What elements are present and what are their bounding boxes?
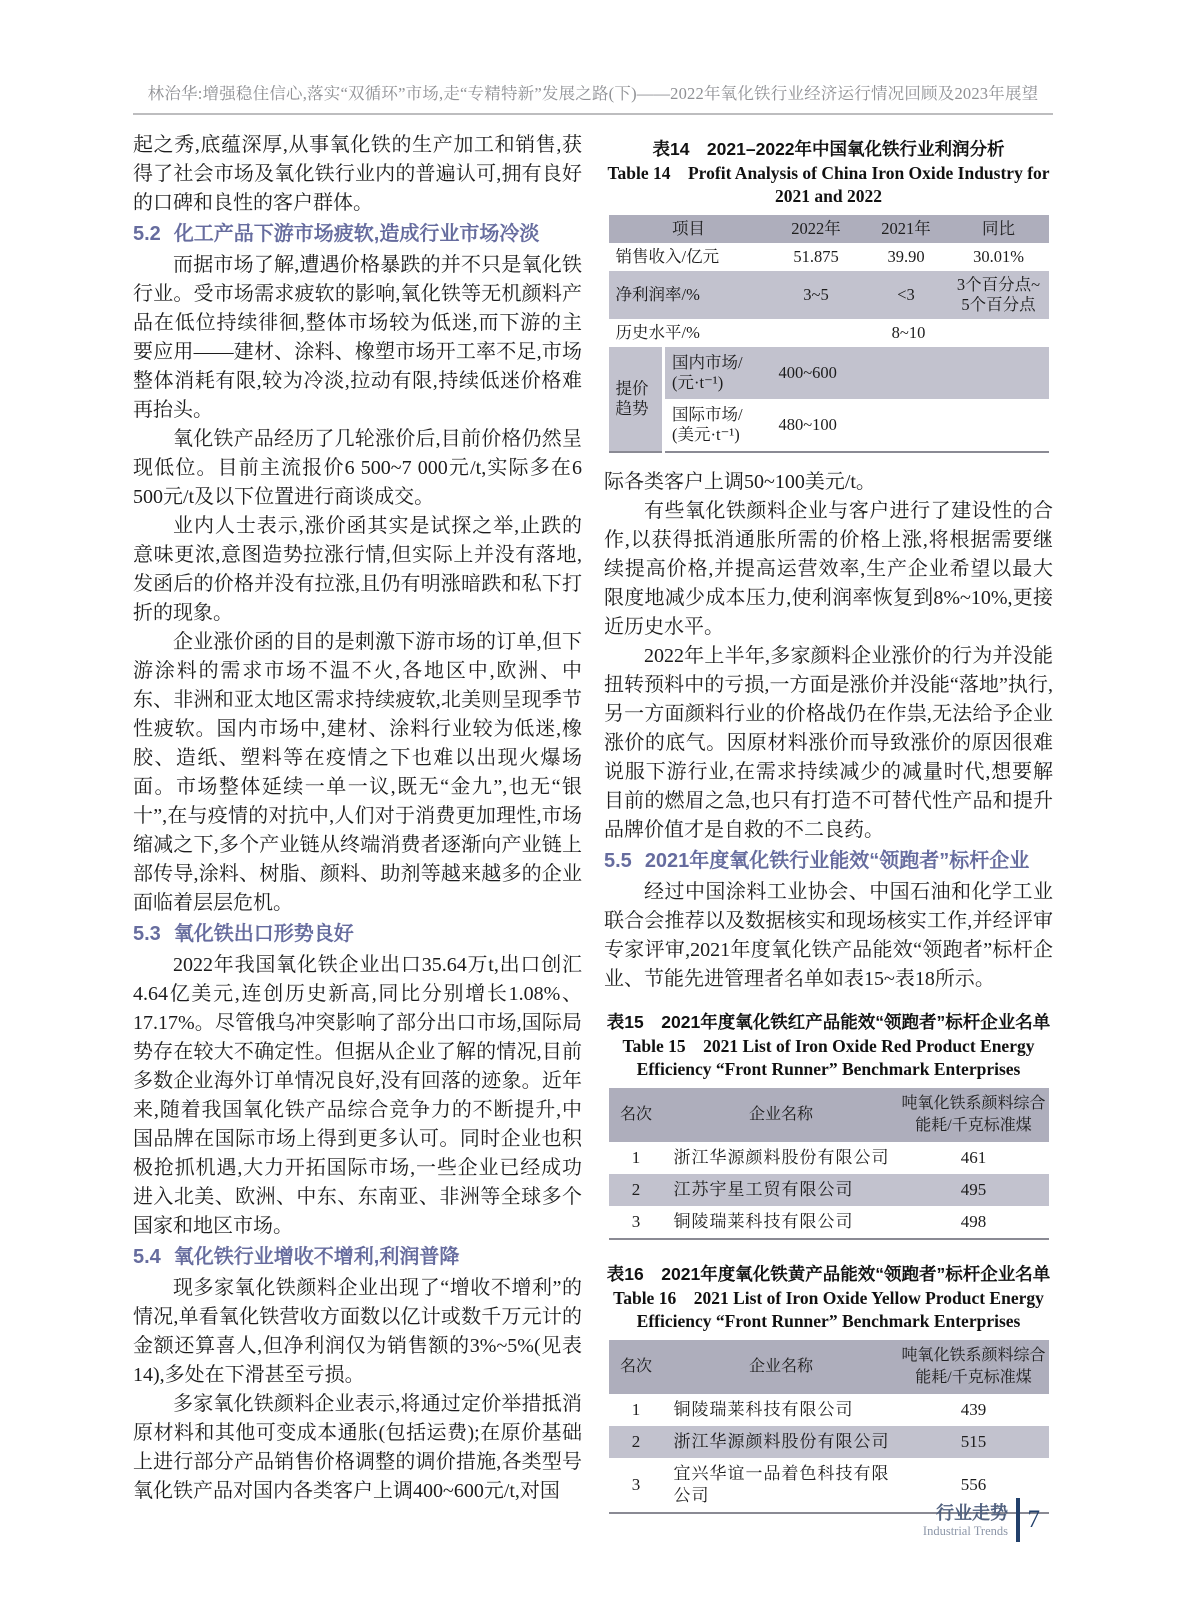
t15-r3-rank: 3 <box>631 1212 641 1231</box>
para-left-1: 起之秀,底蕴深厚,从事氧化铁的生产加工和销售,获得了社会市场及氧化铁行业内的普遍认可,拥有良好的口碑和良性的客户群体。 <box>133 134 582 214</box>
t14-intl-value: 480~100 <box>778 415 837 434</box>
t14-row-sales <box>609 243 1049 271</box>
t14-domestic-label-line2: (元·t⁻¹) <box>672 373 724 392</box>
t16-r1-rank: 1 <box>631 1400 641 1419</box>
t14-col-item: 项目 <box>609 215 769 243</box>
t14-margin-label: 净利润率/% <box>609 271 769 319</box>
t14-sales-yoy: 30.01% <box>973 247 1024 266</box>
t14-sales-2022: 51.875 <box>793 247 839 266</box>
section-number: 5.4 <box>133 1246 161 1268</box>
t16-r1-company: 铜陵瑞莱科技有限公司 <box>673 1400 854 1419</box>
para-right-4: 经过中国涂料工业协会、中国石油和化学工业联合会推荐以及数据核实和现场核实工作,并经评审专家评审,2021年度氧化铁产品能效“领跑者”标杆企业、节能先进管理者名单如表15~表18所示。 <box>604 881 1053 990</box>
right-column <box>604 131 1053 1514</box>
section-heading-5-4 <box>133 1242 582 1273</box>
section-title: 氧化铁出口形势良好 <box>173 923 354 945</box>
left-column <box>133 131 582 1514</box>
t15-r1-company: 浙江华源颜料股份有限公司 <box>673 1148 890 1167</box>
t14-history-label: 历史水平/% <box>615 323 700 342</box>
para-left-5: 企业涨价函的目的是刺激下游市场的订单,但下游涂料的需求市场不温不火,各地区中,欧洲、中东、非洲和亚太地区需求持续疲软,北美则呈现季节性疲软。国内市场中,建材、涂料行业较为低迷,橡胶、造纸、塑料等在疫情之下也难以出现火爆场面。市场整体延续一单一议,既无“金九”,也无“银十”,在与疫情的对抗中,人们对于消费更加理性,市场缩减之下,多个产业链从终端消费者逐渐向产业链上部传导,涂料、树脂、颜料、助剂等越来越多的企业面临着层层危机。 <box>133 631 582 914</box>
section-number: 5.2 <box>133 223 161 245</box>
para-left-6: 2022年我国氧化铁企业出口35.64万t,出口创汇4.64亿美元,连创历史新高,同比分别增长1.08%、17.17%。尽管俄乌冲突影响了部分出口市场,国际局势存在较大不确定性。但据从企业了解的情况,目前多数企业海外订单情况良好,没有回落的迹象。近年来,随着我国氧化铁产品综合竞争力的不断提升,中国品牌在国际市场上得到更多认可。同时企业也积极抢抓机遇,大力开拓国际市场,一些企业已经成功进入北美、欧洲、中东、东南亚、非洲等全球多个国家和地区市场。 <box>133 954 582 1237</box>
two-column-body <box>133 131 1053 1514</box>
table-row <box>609 1174 1049 1206</box>
table14-title-en-line2: 2021 and 2022 <box>775 186 882 206</box>
table-row <box>609 1206 1049 1239</box>
table16-title-cn: 表16 2021年度氧化铁黄产品能效“领跑者”标杆企业名单 <box>606 1264 1051 1284</box>
t15-r3-company: 铜陵瑞莱科技有限公司 <box>673 1212 854 1231</box>
t16-col-energy-line2: 能耗/千克标准煤 <box>915 1369 1032 1386</box>
table15-block <box>604 1010 1053 1240</box>
table14-title-cn: 表14 2021–2022年中国氧化铁行业利润分析 <box>652 139 1005 159</box>
table14-title-en <box>604 162 1053 208</box>
table-row <box>609 1142 1049 1174</box>
t16-header-row <box>609 1340 1049 1394</box>
table15-title-cn: 表15 2021年度氧化铁红产品能效“领跑者”标杆企业名单 <box>606 1012 1051 1032</box>
t14-sales-label: 销售收入/亿元 <box>615 247 720 266</box>
para-left-3: 氧化铁产品经历了几轮涨价后,目前价格仍然呈现低位。目前主流报价6 500~7 000元/t,实际多在6 500元/t及以下位置进行商谈成交。 <box>133 428 582 508</box>
para-left-8: 多家氧化铁颜料企业表示,将通过定价举措抵消原材料和其他可变成本通胀(包括运费);在原价基础上进行部分产品销售价格调整的调价措施,各类型号氧化铁产品对国内各类客户上调400~600元/t,对国 <box>133 1393 582 1502</box>
t16-r2-energy: 515 <box>899 1426 1049 1458</box>
table15-title-en <box>604 1035 1053 1081</box>
table14-title-en-line1: Table 14 Profit Analysis of China Iron Oxide Industry for <box>607 163 1050 183</box>
section-heading-5-2 <box>133 219 582 250</box>
t14-row-history <box>609 319 1049 347</box>
t14-row-margin <box>609 271 1049 319</box>
t15-col-energy-line1: 吨氧化铁系颜料综合 <box>901 1095 1046 1112</box>
t15-header-row <box>609 1088 1049 1142</box>
t15-col-energy <box>899 1088 1049 1142</box>
footer-divider-bar <box>1016 1498 1020 1542</box>
table14-block <box>604 137 1053 453</box>
t14-col-2021: 2021年 <box>864 215 949 243</box>
t14-domestic-value: 400~600 <box>769 347 1049 399</box>
para-right-2: 有些氧化铁颜料企业与客户进行了建设性的合作,以获得抵消通胀所需的价格上涨,将根据需要继续提高价格,并提高运营效率,生产企业希望以最大限度地减少成本压力,使利润率恢复到8%~10%,更接近历史水平。 <box>604 500 1053 638</box>
table16-title-en-line2: Efficiency “Front Runner” Benchmark Enterprises <box>636 1311 1021 1331</box>
t14-domestic-label <box>664 347 769 399</box>
section-number: 5.5 <box>604 850 632 872</box>
t14-trend-label <box>609 347 664 452</box>
t16-r2-company: 浙江华源颜料股份有限公司 <box>664 1426 899 1458</box>
running-header-title: 林治华:增强稳住信心,落实“双循环”市场,走“专精特新”发展之路(下)——2022年氧化铁行业经济运行情况回顾及2023年展望 <box>147 84 1039 103</box>
t14-intl-label-line1: 国际市场/ <box>672 405 743 424</box>
profit-analysis-table <box>609 215 1049 453</box>
t14-margin-yoy <box>949 271 1049 319</box>
t14-margin-yoy-line1: 3个百分点~ <box>956 275 1041 294</box>
t16-col-energy <box>899 1340 1049 1394</box>
page-number: 7 <box>1027 1506 1040 1533</box>
table15-title-en-line1: Table 15 2021 List of Iron Oxide Red Product Energy <box>622 1036 1035 1056</box>
iron-oxide-yellow-table <box>609 1340 1049 1514</box>
iron-oxide-red-table <box>609 1088 1049 1240</box>
t15-r3-energy: 498 <box>960 1212 987 1231</box>
t14-col-2022: 2022年 <box>769 215 864 243</box>
table16-title-en <box>604 1287 1053 1333</box>
table16-block <box>604 1262 1053 1514</box>
t14-margin-2021: <3 <box>864 271 949 319</box>
t16-r2-rank: 2 <box>609 1426 664 1458</box>
section-title: 氧化铁行业增收不增利,利润普降 <box>173 1246 460 1268</box>
table-row <box>609 1426 1049 1458</box>
t14-trend-label-line1: 提价 <box>615 379 649 398</box>
t16-r3-company: 宜兴华谊一品着色科技有限公司 <box>673 1464 890 1505</box>
t14-row-trend-intl <box>609 399 1049 452</box>
t15-r1-energy: 461 <box>960 1148 987 1167</box>
t14-sales-2021: 39.90 <box>887 247 925 266</box>
t15-r1-rank: 1 <box>631 1148 641 1167</box>
t14-margin-2022: 3~5 <box>769 271 864 319</box>
t15-col-energy-line2: 能耗/千克标准煤 <box>915 1117 1032 1134</box>
t16-r3-rank: 3 <box>631 1475 641 1494</box>
t14-row-trend-domestic <box>609 347 1049 399</box>
footer-section <box>923 1503 1008 1538</box>
t15-r2-company: 江苏宇星工贸有限公司 <box>664 1174 899 1206</box>
section-title: 化工产品下游市场疲软,造成行业市场冷淡 <box>173 223 540 245</box>
t15-col-rank: 名次 <box>609 1088 664 1142</box>
t14-domestic-label-line1: 国内市场/ <box>672 353 743 372</box>
section-title: 2021年度氧化铁行业能效“领跑者”标杆企业 <box>644 850 1030 872</box>
t14-intl-label <box>664 399 769 452</box>
para-right-1: 际各类客户上调50~100美元/t。 <box>604 471 876 493</box>
t16-col-energy-line1: 吨氧化铁系颜料综合 <box>901 1347 1046 1364</box>
para-left-4: 业内人士表示,涨价函其实是试探之举,止跌的意味更浓,意图造势拉涨行情,但实际上并没有落地,发函后的价格并没有拉涨,且仍有明涨暗跌和私下打折的现象。 <box>133 515 582 624</box>
page-footer <box>923 1498 1040 1542</box>
t16-col-rank: 名次 <box>609 1340 664 1394</box>
t16-r3-energy: 556 <box>960 1475 987 1494</box>
t14-trend-label-line2: 趋势 <box>615 399 649 418</box>
t16-col-company: 企业名称 <box>664 1340 899 1394</box>
para-right-3: 2022年上半年,多家颜料企业涨价的行为并没能扭转预料中的亏损,一方面是涨价并没能“落地”执行,另一方面颜料行业的价格战仍在作祟,无法给予企业涨价的底气。因原材料涨价而导致涨价的原因很难说服下游行业,在需求持续减少的减量时代,想要解目前的燃眉之急,也只有打造不可替代性产品和提升品牌价值才是自救的不二良药。 <box>604 645 1053 841</box>
t15-r2-rank: 2 <box>609 1174 664 1206</box>
t16-r1-energy: 439 <box>960 1400 987 1419</box>
t14-col-yoy: 同比 <box>949 215 1049 243</box>
para-left-7: 现多家氧化铁颜料企业出现了“增收不增利”的情况,单看氧化铁营收方面数以亿计或数千万元计的金额还算喜人,但净利润仅为销售额的3%~5%(见表14),多处在下滑甚至亏损。 <box>133 1277 582 1386</box>
para-left-2: 而据市场了解,遭遇价格暴跌的并不只是氧化铁行业。受市场需求疲软的影响,氧化铁等无机颜料产品在低位持续徘徊,整体市场较为低迷,而下游的主要应用——建材、涂料、橡塑市场开工率不足,市场整体消耗有限,较为冷淡,拉动有限,持续低迷价格难再抬头。 <box>133 254 582 421</box>
footer-section-cn: 行业走势 <box>936 1502 1008 1523</box>
t14-intl-label-line2: (美元·t⁻¹) <box>672 425 740 444</box>
table16-title-en-line1: Table 16 2021 List of Iron Oxide Yellow Product Energy <box>613 1288 1044 1308</box>
t15-r2-energy: 495 <box>899 1174 1049 1206</box>
footer-section-en: Industrial Trends <box>922 1523 1008 1538</box>
table-row <box>609 1394 1049 1426</box>
section-heading-5-3 <box>133 919 582 950</box>
running-header <box>133 80 1053 115</box>
t15-col-company: 企业名称 <box>664 1088 899 1142</box>
t14-margin-yoy-line2: 5个百分点 <box>961 295 1036 314</box>
table15-title-en-line2: Efficiency “Front Runner” Benchmark Enterprises <box>636 1059 1021 1079</box>
section-heading-5-5 <box>604 846 1053 877</box>
t14-header-row <box>609 215 1049 243</box>
t14-history-value: 8~10 <box>891 323 926 342</box>
section-number: 5.3 <box>133 923 161 945</box>
